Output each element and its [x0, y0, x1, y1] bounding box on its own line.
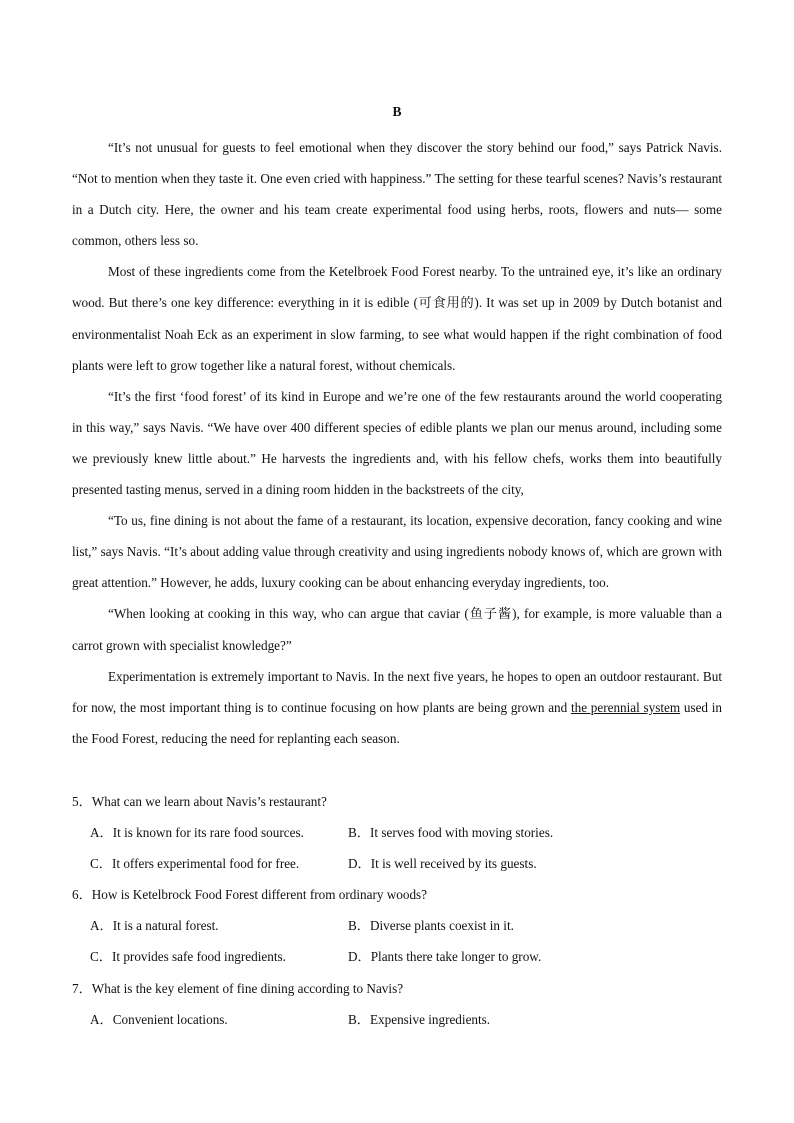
- paragraph-1: “It’s not unusual for guests to feel emotional when they discover the story behind our food,” says Patrick Navis. “Not to mention when they taste it. One even cried with happiness.” The setting for these tearful scenes? Navis’s restaurant in a Dutch city. Here, the owner and his team create experimental food using herbs, roots, flowers and nuts— some common, others less so.: [72, 140, 722, 249]
- question-5-option-b: B．It serves food with moving stories.: [348, 825, 554, 841]
- paragraph-3: “It’s the first ‘food forest’ of its kind in Europe and we’re one of the few restaurants around the world cooperating in this way,” says Navis. “We have over 400 different species of edible plants we plan our menus around, including some we previously knew little about.” He harvests the ingredients and, with his fellow chefs, works them into beautifully presented tasting menus, served in a dining room hidden in the backstreets of the city,: [72, 388, 722, 498]
- question-7-option-a: A．Convenient locations.: [90, 1011, 228, 1027]
- question-6-stem: 6．How is Ketelbrock Food Forest different from ordinary woods?: [72, 887, 428, 903]
- paragraph-6: [72, 661, 722, 754]
- question-5-options-row-1: [72, 817, 722, 848]
- question-6-options-row-1: [72, 910, 722, 941]
- question-5-options-row-2: [72, 848, 722, 879]
- question-6-option-c: C．It provides safe food ingredients.: [90, 949, 286, 965]
- paragraph-4: “To us, fine dining is not about the fame of a restaurant, its location, expensive decoration, fancy cooking and wine list,” says Navis. “It’s about adding value through creativity and using ingredients nobody knows of, which are grown with great attention.” However, he adds, luxury cooking can be about enhancing everyday ingredients, too.: [72, 513, 722, 591]
- question-6-option-a: A．It is a natural forest.: [90, 918, 219, 934]
- question-5-stem: 5．What can we learn about Navis’s restaurant?: [72, 794, 327, 809]
- reading-passage: [72, 132, 722, 754]
- question-6-option-b: B．Diverse plants coexist in it.: [348, 918, 514, 934]
- question-list: [72, 786, 722, 1035]
- question-6-options-row-2: [72, 941, 722, 972]
- question-5-option-a: A．It is known for its rare food sources.: [90, 825, 304, 841]
- question-7-option-b: B．Expensive ingredients.: [348, 1011, 491, 1027]
- paragraph-6-text-b: used in the Food Forest, reducing the need for replanting each season.: [72, 699, 722, 746]
- question-5-option-d: D．It is well received by its guests.: [348, 856, 537, 872]
- section-title: B: [392, 104, 402, 119]
- paragraph-5: “When looking at cooking in this way, who can argue that caviar (鱼子酱), for example, is more valuable than a carrot grown with specialist knowledge?”: [72, 606, 722, 653]
- paragraph-2: Most of these ingredients come from the Ketelbroek Food Forest nearby. To the untrained eye, it’s like an ordinary wood. But there’s one key difference: everything in it is edible (可食用的). It was set up in 2009 by Dutch botanist and environmentalist Noah Eck as an experiment in slow farming, to see what would happen if the right combination of food plants were left to grow together like a natural forest, without chemicals.: [72, 264, 722, 373]
- question-7-options-row-1: [72, 1004, 722, 1035]
- question-7-stem: 7．What is the key element of fine dining according to Navis?: [72, 980, 404, 996]
- question-6-option-d: D．Plants there take longer to grow.: [348, 949, 542, 965]
- question-5-option-c: C．It offers experimental food for free.: [90, 856, 300, 872]
- paragraph-6-text-a: Experimentation is extremely important to Navis. In the next five years, he hopes to open an outdoor restaurant. But for now, the most important thing is to continue focusing on how plants are being grown and: [72, 668, 722, 715]
- underlined-phrase: the perennial system: [570, 699, 681, 715]
